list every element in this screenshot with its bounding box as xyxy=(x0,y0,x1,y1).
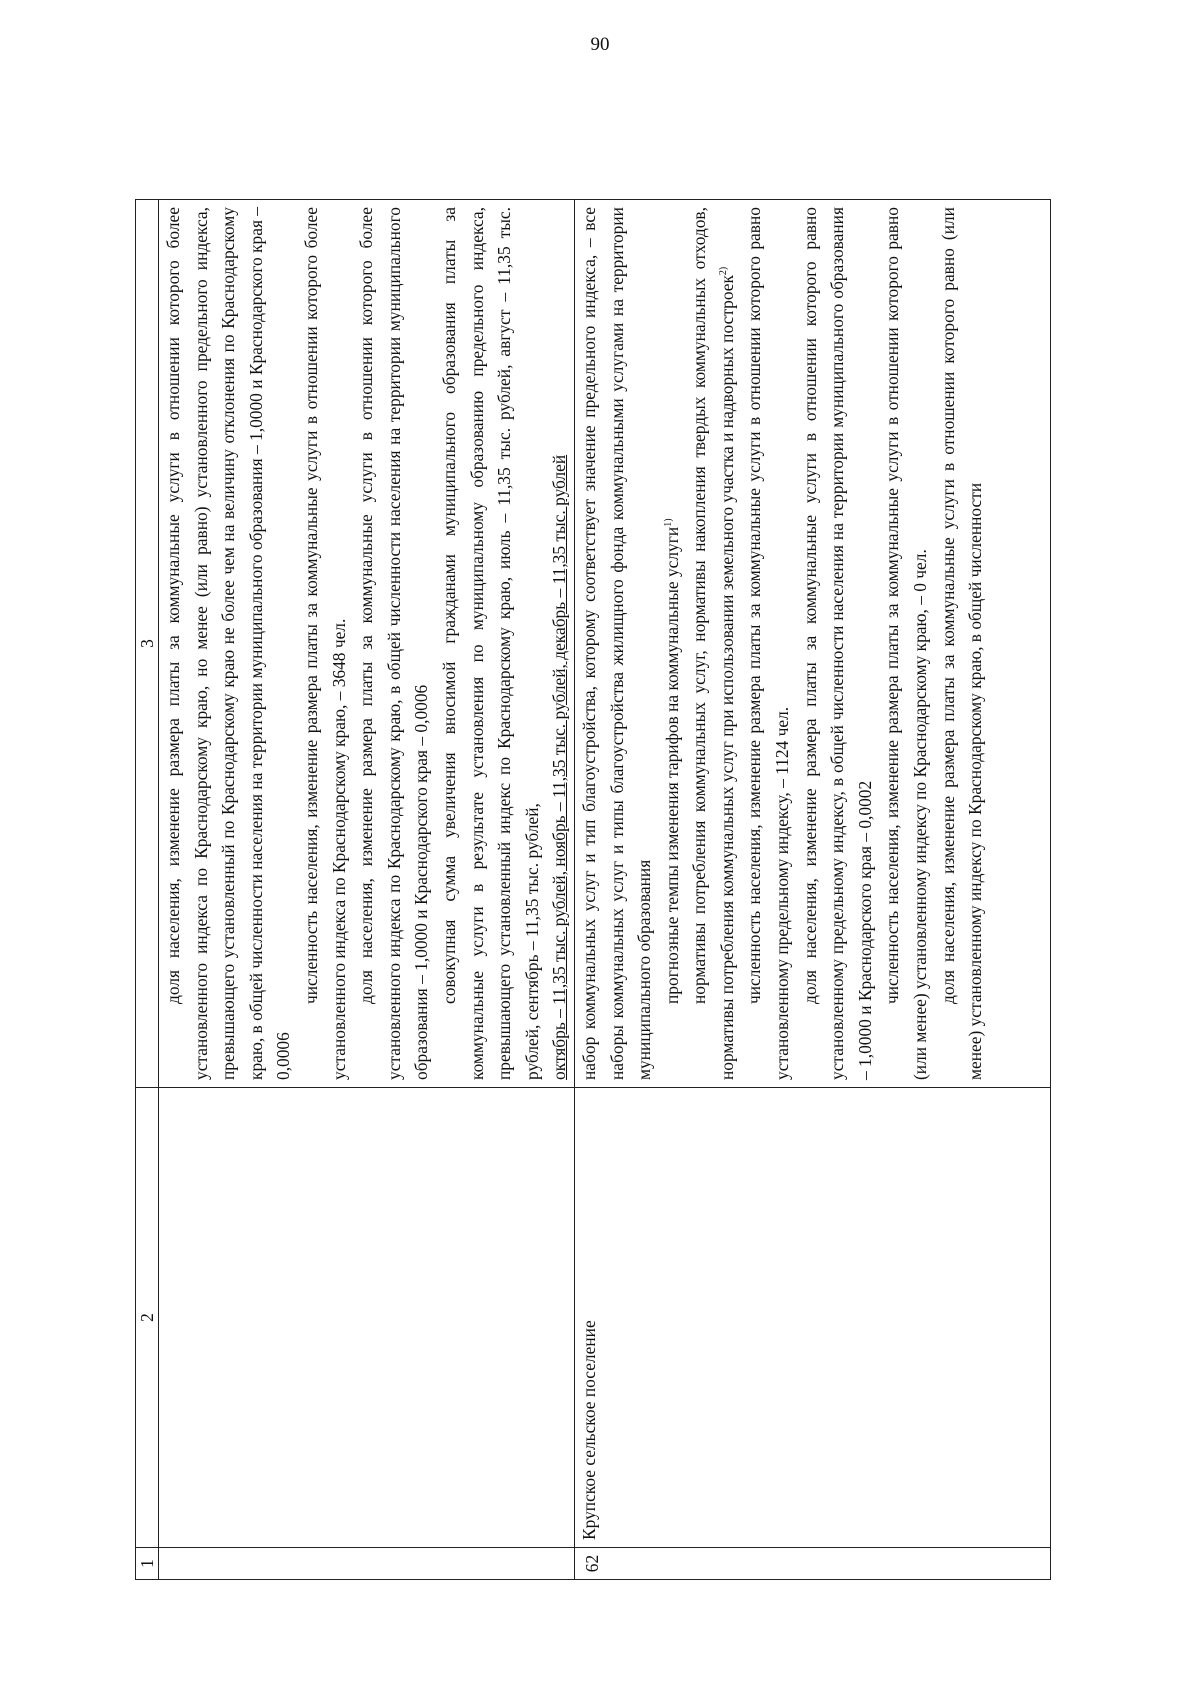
row-number-cell xyxy=(159,1548,575,1580)
paragraph: совокупная сумма увеличения вносимой гражданами муниципального образования платы за коммунальные услуги в результате установления по муниципальному образованию предельного индекса, превышающего установленный индекс по Краснодарскому краю, июль – 11,35 тыс. рублей, август – 11,35 тыс. рублей, сентябрь – 11,35 тыс. рублей, xyxy=(438,207,542,1080)
footnote-mark: 1) xyxy=(662,518,674,527)
data-table xyxy=(135,199,1051,1580)
description-cell xyxy=(159,200,575,1088)
header-cell-3: 3 xyxy=(136,200,159,1088)
header-cell-1: 1 xyxy=(136,1548,159,1580)
paragraph: нормативы потребления коммунальных услуг, нормативы накопления твердых коммунальных отходов, нормативы потребления коммунальных услуг при использовании земельного участка и надворных построек$^{2)}$ xyxy=(689,207,737,1080)
table-row xyxy=(159,200,575,1580)
page-number: 90 xyxy=(590,34,610,55)
paragraph: доля населения, изменение размера платы за коммунальные услуги в отношении которого равно установленному предельному индексу, в общей численности населения на территории муниципального образования – 1,0000 и Краснодарского края – 0,0002 xyxy=(799,207,875,1080)
table-header-row xyxy=(136,200,159,1580)
rotated-table-wrapper xyxy=(135,200,1045,1580)
description-cell xyxy=(574,200,1050,1088)
municipality-cell xyxy=(159,1088,575,1548)
paragraph: численность населения, изменение размера платы за коммунальные услуги в отношении которого более установленного индекса по Краснодарскому краю, – 3648 чел. xyxy=(300,207,349,1080)
paragraph: доля населения, изменение размера платы за коммунальные услуги в отношении которого более установленного индекса по Краснодарскому краю, в общей численности населения на территории муниципального образования – 1,0000 и Краснодарского края – 0,0006 xyxy=(356,207,432,1080)
paragraph: доля населения, изменение размера платы за коммунальные услуги в отношении которого равно (или менее) установленному индексу по Краснодарскому краю, в общей численности xyxy=(937,207,986,1080)
paragraph: прогнозные темпы изменения тарифов на коммунальные услуги$^{1)}$ xyxy=(661,518,682,1004)
municipality-cell: Крупское сельское поселение xyxy=(574,1088,1050,1548)
header-cell-2: 2 xyxy=(136,1088,159,1548)
paragraph: доля населения, изменение размера платы за коммунальные услуги в отношении которого более установленного индекса по Краснодарскому краю, но менее (или равно) установленного предельного индекса, превышающего установленный по Краснодарскому краю не более чем на величину отклонения по Краснодарскому краю, в общей численности населения на территории муниципального образования – 1,0000 и Краснодарского края – 0,0006 xyxy=(163,207,294,1080)
row-number-cell: 62 xyxy=(574,1548,1050,1580)
footnote-mark: 2) xyxy=(718,266,730,276)
paragraph: численность населения, изменение размера платы за коммунальные услуги в отношении которого равно (или менее) установленному индексу по Краснодарскому краю, – 0 чел. xyxy=(882,207,931,1080)
paragraph-underlined: октябрь – 11,35 тыс. рублей, ноябрь – 11,35 тыс. рублей, декабрь – 11,35 тыс. рублей xyxy=(549,454,570,1080)
table-row xyxy=(574,200,1050,1580)
paragraph: набор коммунальных услуг и тип благоустройства, которому соответствует значение предельного индекса, – все наборы коммунальных услуг и типы благоустройства жилищного фонда коммунальными услугами на территории муниципального образования xyxy=(578,207,655,1080)
paragraph: численность населения, изменение размера платы за коммунальные услуги в отношении которого равно установленному предельному индексу, – 1124 чел. xyxy=(744,207,793,1080)
